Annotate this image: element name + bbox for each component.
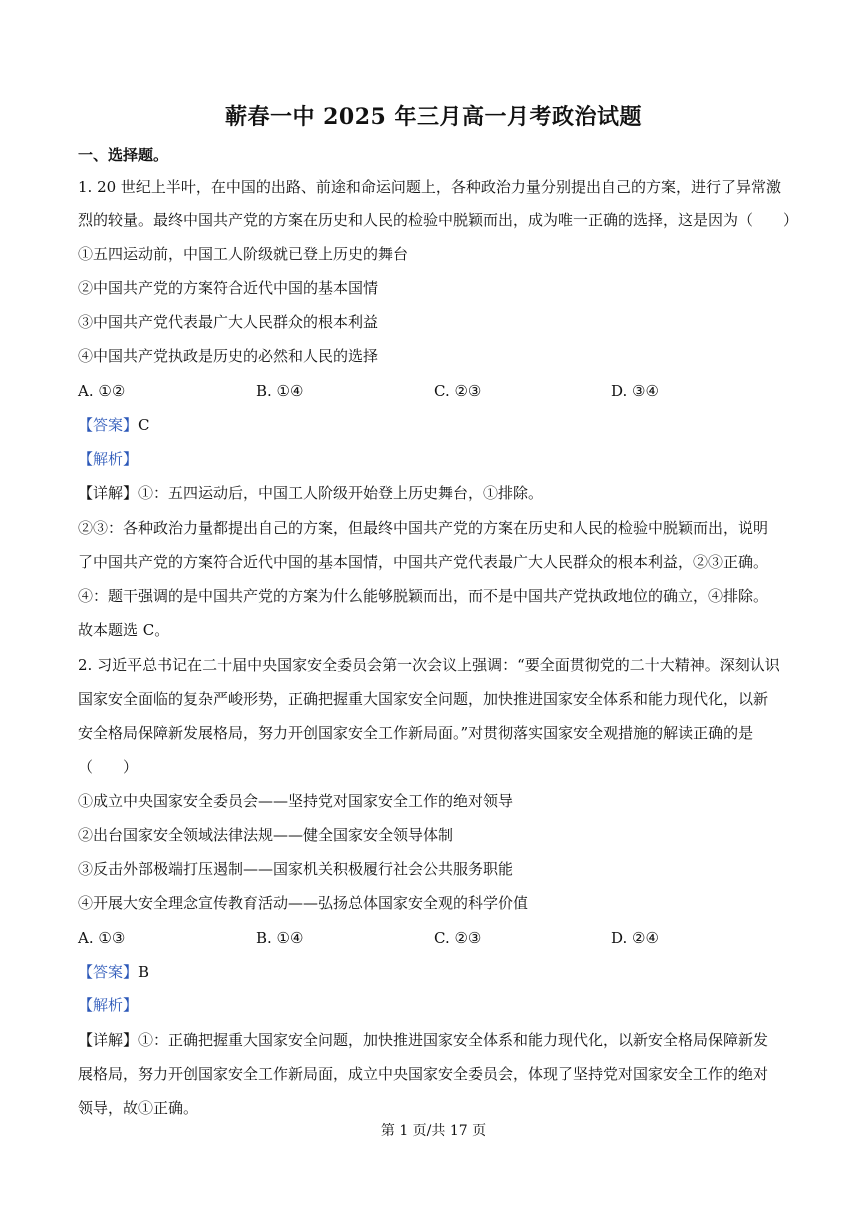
q2-detail-tag: 【详解】 [78,1031,139,1049]
q1-detail-line-4: ④：题干强调的是中国共产党的方案为什么能够脱颖而出，而不是中国共产党执政地位的确立，④排除。 [78,587,769,605]
section-heading: 一、选择题。 [78,146,169,164]
page-title: 蕲春一中 2025 年三月高一月考政治试题 [224,104,643,130]
q1-detail-line-5: 故本题选 C。 [78,621,170,639]
q2-item-3: ③反击外部极端打压遏制——国家机关积极履行社会公共服务职能 [78,860,514,878]
q2-stem-line-4: （ ） [78,758,139,776]
q1-item-2: ②中国共产党的方案符合近代中国的基本国情 [78,279,379,297]
q1-detail-tag: 【详解】 [78,484,139,502]
q2-detail-line-2: 展格局，努力开创国家安全工作新局面，成立中央国家安全委员会，体现了坚持党对国家安全工作的绝对 [78,1065,769,1083]
q1-stem-line-1: 1. 20 世纪上半叶，在中国的出路、前途和命运问题上，各种政治力量分别提出自己的方案，进行了异常激 [78,178,781,196]
q1-detail-line-3: 了中国共产党的方案符合近代中国的基本国情，中国共产党代表最广大人民群众的根本利益，②③正确。 [78,553,769,571]
q1-stem-line-2: 烈的较量。最终中国共产党的方案在历史和人民的检验中脱颖而出，成为唯一正确的选择，这是因为（ ） [78,211,799,229]
q1-item-3: ③中国共产党代表最广大人民群众的根本利益 [78,313,379,331]
q1-option-c: C. ②③ [434,382,482,400]
q1-detail-text-1: ①：五四运动后，中国工人阶级开始登上历史舞台，①排除。 [138,484,544,502]
q2-option-d: D. ②④ [611,929,659,947]
q2-detail-line-1 [78,1030,808,1050]
q2-stem-line-1: 2. 习近平总书记在二十届中央国家安全委员会第一次会议上强调：“要全面贯彻党的二十大精神。深刻认识 [78,656,780,674]
q2-detail-line-3: 领导，故①正确。 [78,1099,199,1117]
q2-option-c: C. ②③ [434,929,482,947]
q1-detail-line-2: ②③：各种政治力量都提出自己的方案，但最终中国共产党的方案在历史和人民的检验中脱颖而出，说明 [78,519,769,537]
q1-item-4: ④中国共产党执政是历史的必然和人民的选择 [78,347,379,365]
q2-stem-line-3: 安全格局保障新发展格局，努力开创国家安全工作新局面。”对贯彻落实国家安全观措施的解读正确的是 [78,724,754,742]
q1-answer-row [78,415,808,435]
q1-analysis-row [78,449,808,469]
q2-item-4: ④开展大安全理念宣传教育活动——弘扬总体国家安全观的科学价值 [78,894,529,912]
q1-answer-value: C [138,416,150,434]
q2-analysis-tag: 【解析】 [78,996,139,1014]
q2-option-a: A. ①③ [78,929,126,947]
q2-answer-tag: 【答案】 [78,963,139,981]
q1-option-a: A. ①② [78,382,126,400]
q2-detail-text-1: ①：正确把握重大国家安全问题，加快推进国家安全体系和能力现代化，以新安全格局保障新发 [138,1031,769,1049]
q1-detail-line-1 [78,483,808,503]
q2-analysis-row [78,995,808,1015]
q2-answer-row [78,962,808,982]
q1-analysis-tag: 【解析】 [78,450,139,468]
q1-item-1: ①五四运动前，中国工人阶级就已登上历史的舞台 [78,245,409,263]
page-footer: 第 1 页/共 17 页 [380,1123,487,1139]
q2-stem-line-2: 国家安全面临的复杂严峻形势，正确把握重大国家安全问题，加快推进国家安全体系和能力现代化，以新 [78,690,769,708]
q2-option-b: B. ①④ [256,929,304,947]
q2-item-2: ②出台国家安全领域法律法规——健全国家安全领导体制 [78,826,454,844]
q1-option-d: D. ③④ [611,382,659,400]
q1-option-b: B. ①④ [256,382,304,400]
q1-answer-tag: 【答案】 [78,416,139,434]
q2-item-1: ①成立中央国家安全委员会——坚持党对国家安全工作的绝对领导 [78,792,514,810]
q2-answer-value: B [138,963,150,981]
